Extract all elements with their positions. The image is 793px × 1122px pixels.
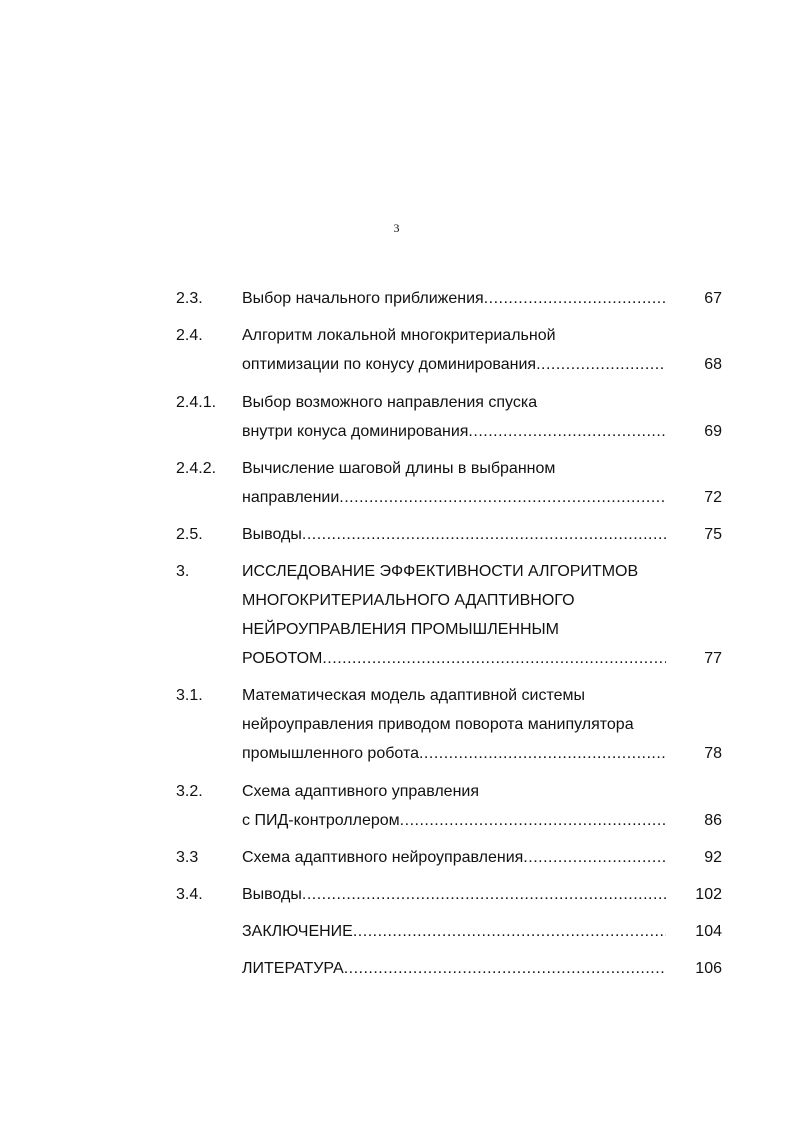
toc-entry-page: 102 (695, 886, 722, 903)
toc-entry-number: 3.1. (176, 687, 203, 704)
dot-leader (302, 524, 666, 546)
toc-entry-number: 2.4. (176, 327, 203, 344)
toc-entry-page: 69 (704, 423, 722, 440)
dot-leader (322, 648, 666, 670)
dot-leader (339, 487, 666, 509)
dot-leader (536, 354, 666, 376)
toc-entry-number: 3.2. (176, 783, 203, 800)
toc-entry-title: Выводы ..... (242, 524, 666, 546)
dot-leader (353, 921, 666, 943)
toc-entry-page: 92 (704, 849, 722, 866)
toc-entry-title: ЛИТЕРАТУРА ..... (242, 958, 666, 980)
toc-entry-page: 68 (704, 356, 722, 373)
toc-entry-number: 3.4. (176, 886, 203, 903)
dot-leader (468, 421, 666, 443)
dot-leader (400, 810, 666, 832)
toc-entry-title: НЕЙРОУПРАВЛЕНИЯ ПРОМЫШЛЕННЫМ (242, 621, 559, 638)
dot-leader (419, 743, 666, 765)
toc-entry-page: 78 (704, 745, 722, 762)
toc-entry-number: 2.4.2. (176, 460, 217, 477)
dot-leader (484, 288, 666, 310)
toc-entry-title: РОБОТОМ ..... (242, 648, 666, 670)
page-number: 3 (393, 221, 400, 235)
toc-entry-title: Вычисление шаговой длины в выбранном (242, 460, 556, 477)
toc-entry-number: 2.3. (176, 290, 203, 307)
toc-entry-title: Выбор возможного направления спуска (242, 394, 538, 411)
toc-entry-title: направлении ..... (242, 487, 666, 509)
toc-entry-number: 2.4.1. (176, 394, 217, 411)
toc-entry-page: 104 (695, 923, 722, 940)
toc-entry-title: Схема адаптивного управления (242, 783, 480, 800)
dot-leader (523, 847, 666, 869)
toc-entry-title: нейроуправления приводом поворота манипулятора (242, 716, 634, 733)
toc-entry-number: 3.3 (176, 849, 199, 866)
toc-entry-title: МНОГОКРИТЕРИАЛЬНОГО АДАПТИВНОГО (242, 592, 575, 609)
dot-leader (344, 958, 666, 980)
toc-entry-page: 67 (704, 290, 722, 307)
toc-entry-number: 3. (176, 563, 190, 580)
toc-entry-title: Выбор начального приближения ..... (242, 288, 666, 310)
toc-entry-title: внутри конуса доминирования ..... (242, 421, 666, 443)
toc-entry-title: ЗАКЛЮЧЕНИЕ ..... (242, 921, 666, 943)
toc-entry-number: 2.5. (176, 526, 203, 543)
toc-entry-page: 106 (695, 960, 722, 977)
dot-leader (302, 884, 666, 906)
toc-entry-page: 77 (704, 650, 722, 667)
toc-entry-title: ИССЛЕДОВАНИЕ ЭФФЕКТИВНОСТИ АЛГОРИТМОВ (242, 563, 639, 580)
toc-entry-title: Схема адаптивного нейроуправления ..... (242, 847, 666, 869)
toc-entry-page: 86 (704, 812, 722, 829)
toc-entry-page: 72 (704, 489, 722, 506)
toc-entry-page: 75 (704, 526, 722, 543)
toc-entry-title: с ПИД-контроллером ..... (242, 810, 666, 832)
toc-entry-title: промышленного робота ..... (242, 743, 666, 765)
toc-entry-title: оптимизации по конусу доминирования ..... (242, 354, 666, 376)
toc-entry-title: Выводы ..... (242, 884, 666, 906)
toc-entry-title: Алгоритм локальной многокритериальной (242, 327, 556, 344)
toc-entry-title: Математическая модель адаптивной системы (242, 687, 586, 704)
